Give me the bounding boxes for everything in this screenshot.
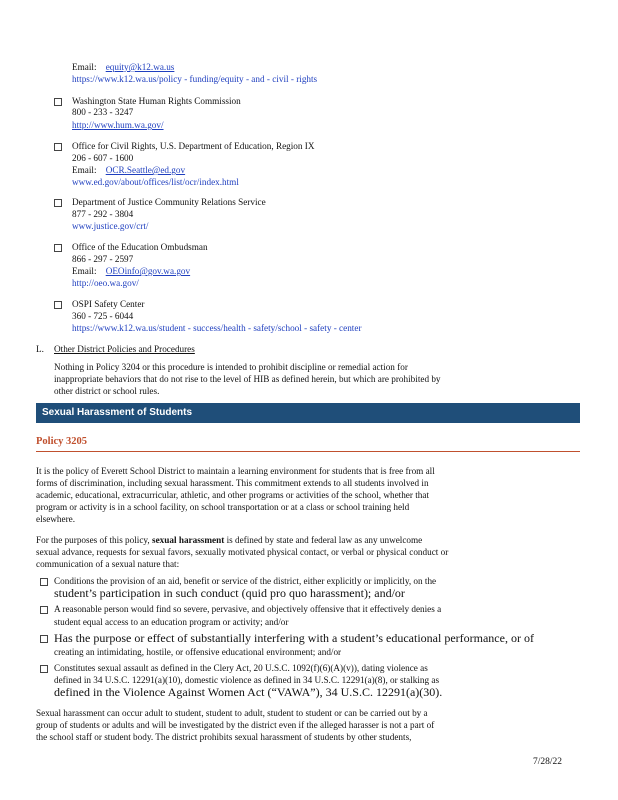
list-item: A reasonable person would find so severe, pervasive, and objectively offensive that it effectively denies a [54,604,442,614]
list-item: creating an intimidating, hostile, or offensive educational environment; and/or [54,647,342,657]
equity-url-link[interactable]: https://www.k12.wa.us/policy - funding/equity - and - civil - rights [72,74,318,84]
contact-link[interactable]: www.ed.gov/about/offices/list/ocr/index.html [72,177,239,187]
checkbox-bullet-icon [54,199,62,207]
body-text: elsewhere. [36,514,76,524]
body-text: forms of discrimination, including sexual harassment. This commitment extends to all students involved in [36,478,429,488]
list-item: student equal access to an education program or activity; and/or [54,617,289,627]
contact-name: Washington State Human Rights Commission [72,96,241,106]
contact-phone: 877 - 292 - 3804 [72,209,134,219]
body-text: Nothing in Policy 3204 or this procedure is intended to prohibit discipline or remedial action for [54,362,408,372]
oeo-email-link[interactable]: OEOinfo@gov.wa.gov [105,266,191,276]
list-item: defined in the Violence Against Women Act (“VAWA”), 34 U.S.C. 12291(a)(30). [54,685,443,699]
defined-term: sexual harassment [152,535,225,545]
contact-name: Office of the Education Ombudsman [72,242,208,252]
section-heading: Other District Policies and Procedures [54,344,195,354]
section-marker: L. [36,344,44,354]
body-text: other district or school rules. [54,386,160,396]
body-text: is defined by state and federal law as any unwelcome [226,535,423,545]
contact-email-line [72,165,185,176]
checkbox-bullet-icon [54,143,62,151]
body-text: group of students or adults and will be investigated by the district even if the alleged harasser is not a part of [36,720,435,730]
list-item: Constitutes sexual assault as defined in the Clery Act, 20 U.S.C. 1092(f)(6)(A)(v)), dating violence as [54,663,428,673]
page-number: 7/28/22 [532,757,562,767]
contact-link[interactable]: http://www.hum.wa.gov/ [72,120,164,130]
definition-line [36,535,422,546]
divider [36,451,580,452]
list-item: student’s participation in such conduct (quid pro quo harassment); and/or [54,586,405,600]
body-text: the school staff or student body. The district prohibits sexual harassment of students by other students, [36,732,412,742]
email-label: Email: [72,266,97,276]
contact-link[interactable]: http://oeo.wa.gov/ [72,278,139,288]
checkbox-bullet-icon [40,635,48,643]
body-text: program or activity is in a school facility, on school transportation or at a class or school training held [36,502,410,512]
contact-name: OSPI Safety Center [72,299,145,309]
contact-phone: 866 - 297 - 2597 [72,254,134,264]
ocr-email-link[interactable]: OCR.Seattle@ed.gov [105,165,186,175]
list-item: defined in 34 U.S.C. 12291(a)(10), domestic violence as defined in 34 U.S.C. 12291(a)(8), or stalking as [54,675,440,685]
email-label: Email: [72,165,97,175]
list-item: Has the purpose or effect of substantially interfering with a student’s educational performance, or of [54,631,534,645]
list-item: Conditions the provision of an aid, benefit or service of the district, either explicitly or implicitly, on the [54,576,437,586]
body-text: inappropriate behaviors that do not rise to the level of HIB as defined herein, but which are prohibited by [54,374,441,384]
checkbox-bullet-icon [40,578,48,586]
contact-name: Office for Civil Rights, U.S. Department of Education, Region IX [72,141,315,151]
email-label: Email: [72,62,97,72]
body-text: communication of a sexual nature that: [36,559,180,569]
checkbox-bullet-icon [54,244,62,252]
body-text: Sexual harassment can occur adult to student, student to adult, student to student or can be carried out by a [36,708,428,718]
contact-email-line [72,266,190,277]
checkbox-bullet-icon [54,98,62,106]
checkbox-bullet-icon [40,606,48,614]
contact-phone: 800 - 233 - 3247 [72,107,134,117]
checkbox-bullet-icon [40,665,48,673]
checkbox-bullet-icon [54,301,62,309]
body-text: academic, educational, extracurricular, athletic, and other programs or activities of the school, whether that [36,490,429,500]
section-banner [36,403,580,423]
body-text: sexual advance, requests for sexual favors, sexually motivated physical contact, or verbal or physical conduct or [36,547,449,557]
contact-link[interactable]: www.justice.gov/crt/ [72,221,149,231]
body-text: It is the policy of Everett School District to maintain a learning environment for students that is free from all [36,466,435,476]
contact-email-line [72,62,174,73]
banner-title: Sexual Harassment of Students [42,407,193,418]
contact-phone: 360 - 725 - 6044 [72,311,134,321]
contact-link[interactable]: https://www.k12.wa.us/student - success/health - safety/school - safety - center [72,323,362,333]
equity-email-link[interactable]: equity@k12.wa.us [105,62,175,72]
contact-phone: 206 - 607 - 1600 [72,153,134,163]
body-text: For the purposes of this policy, [36,535,150,545]
policy-title: Policy 3205 [36,436,88,447]
contact-name: Department of Justice Community Relations Service [72,197,266,207]
